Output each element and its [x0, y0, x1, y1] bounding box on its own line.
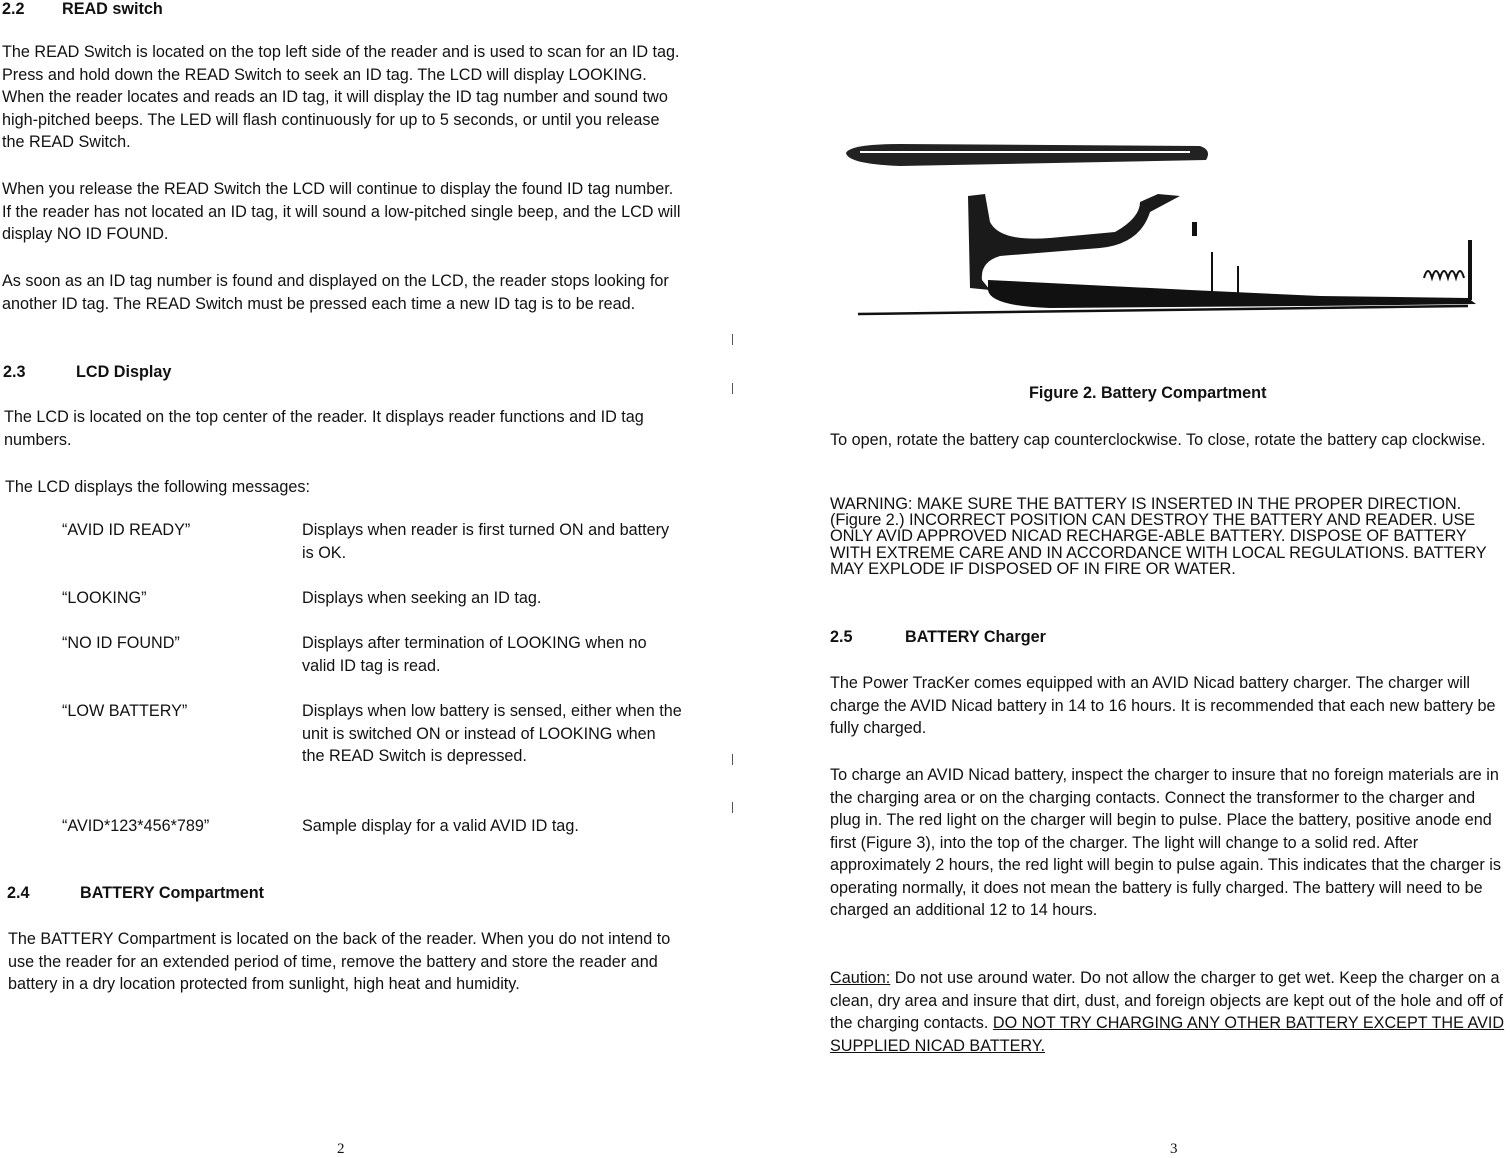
- page-number-right: 3: [1170, 1141, 1178, 1157]
- lcd-paragraph-1: The LCD is located on the top center of the reader. It displays reader functions and ID tag numbers.: [4, 408, 644, 449]
- base-plate: [988, 280, 1476, 308]
- read-switch-paragraph-1: The READ Switch is located on the top left side of the reader and is used to scan for an ID tag. Press and hold down the READ Switch to seek an ID tag. The LCD will display LOOKING. When the reader locates and reads an ID tag, it will display the ID tag number and sound two high-pitched beeps. The LED will flash continuously for up to 5 seconds, or until you release the READ Switch.: [2, 43, 680, 151]
- battery-compartment-figure: [840, 130, 1510, 335]
- caution-text: Do not use around water. Do not allow the charger to get wet. Keep the charger on a clean, dry area and insure that dirt, dust, and foreign objects are kept out of the hole and off of the charging contacts.: [830, 969, 1503, 1032]
- section-2-5-heading: [830, 628, 1046, 647]
- battery-compartment-paragraph: The BATTERY Compartment is located on the back of the reader. When you do not intend to use the reader for an extended period of time, remove the battery and store the reader and battery in a dry location protected from sunlight, high heat and humidity.: [8, 930, 671, 993]
- gutter-mark: ǀ: [731, 800, 735, 817]
- caution-emphasis: DO NOT TRY CHARGING ANY OTHER BATTERY EXCEPT THE AVID SUPPLIED NICAD BATTERY.: [830, 1014, 1505, 1055]
- lcd-message-description: Displays when low battery is sensed, either when the unit is switched ON or instead of LOOKING when the READ Switch is depressed.: [302, 702, 682, 765]
- caution-label: Caution:: [830, 969, 891, 987]
- section-number: 2.4: [7, 884, 30, 902]
- lcd-message-label: “NO ID FOUND”: [62, 634, 180, 652]
- lcd-message-description: Displays when reader is first turned ON and battery is OK.: [302, 521, 670, 562]
- reader-housing: [968, 194, 1180, 290]
- battery-shape: [846, 144, 1208, 166]
- contact-post: [1192, 222, 1197, 236]
- lcd-message-label: “AVID*123*456*789”: [62, 817, 210, 835]
- section-number: 2.2: [2, 0, 25, 18]
- section-2-4-heading: [7, 884, 264, 903]
- gutter-mark: ǀ: [731, 332, 735, 349]
- battery-warning: WARNING: MAKE SURE THE BATTERY IS INSERTED IN THE PROPER DIRECTION. (Figure 2.) INCORRECT POSITION CAN DESTROY THE BATTERY AND READER. USE ONLY AVID APPROVED NICAD RECHARGE-ABLE BATTERY. DISPOSE OF BATTERY WITH EXTREME CARE AND IN ACCORDANCE WITH LOCAL REGULATIONS. BATTERY MAY EXPLODE IF DISPOSED OF IN FIRE OR WATER.: [830, 495, 1487, 578]
- charger-paragraph-2: To charge an AVID Nicad battery, inspect the charger to insure that no foreign materials are in the charging area or on the charging contacts. Connect the transformer to the charger and plug in. The red light on the charger will begin to pulse. Place the battery, positive anode end first (Figure 3), into the top of the charger. The light will change to a solid red. After approximately 2 hours, the red light will begin to pulse again. This indicates that the charger is operating normally, it does not mean the battery is fully charged. The battery will need to be charged an additional 12 to 14 hours.: [830, 766, 1501, 919]
- section-2-3-heading: [3, 363, 171, 382]
- open-close-paragraph: To open, rotate the battery cap counterclockwise. To close, rotate the battery cap clockwise.: [830, 431, 1486, 449]
- read-switch-paragraph-2: When you release the READ Switch the LCD will continue to display the found ID tag number. If the reader has not located an ID tag, it will sound a low-pitched single beep, and the LCD will display NO ID FOUND.: [2, 180, 681, 243]
- lcd-message-label: “AVID ID READY”: [62, 521, 191, 539]
- lcd-message-label: “LOW BATTERY”: [62, 702, 188, 720]
- lcd-message-description: Sample display for a valid AVID ID tag.: [302, 817, 579, 835]
- section-title: LCD Display: [76, 363, 172, 381]
- figure-caption: Figure 2. Battery Compartment: [1029, 384, 1267, 402]
- left-page: [0, 0, 700, 1157]
- read-switch-paragraph-3: As soon as an ID tag number is found and displayed on the LCD, the reader stops looking for another ID tag. The READ Switch must be pressed each time a new ID tag is to be read.: [2, 272, 669, 313]
- right-page: [760, 0, 1510, 1157]
- gutter-mark: ǀ: [731, 752, 735, 769]
- base-line: [858, 306, 1468, 314]
- lcd-message-description: Displays when seeking an ID tag.: [302, 589, 542, 607]
- lcd-message-description: Displays after termination of LOOKING when no valid ID tag is read.: [302, 634, 647, 675]
- section-title: BATTERY Compartment: [80, 884, 265, 902]
- lcd-paragraph-2: The LCD displays the following messages:: [5, 478, 311, 496]
- section-title: READ switch: [62, 0, 163, 18]
- charger-paragraph-1: The Power TracKer comes equipped with an AVID Nicad battery charger. The charger will charge the AVID Nicad battery in 14 to 16 hours. It is recommended that each new battery be fully charged.: [830, 674, 1496, 737]
- gutter-mark: ǀ: [731, 381, 735, 398]
- caution-paragraph: [830, 967, 1510, 1057]
- section-number: 2.5: [830, 628, 853, 646]
- page-number-left: 2: [337, 1141, 345, 1157]
- lcd-message-label: “LOOKING”: [62, 589, 147, 607]
- section-2-2-heading: [2, 0, 163, 19]
- spring-shape: [1424, 271, 1464, 278]
- section-number: 2.3: [3, 363, 26, 381]
- section-title: BATTERY Charger: [905, 628, 1046, 646]
